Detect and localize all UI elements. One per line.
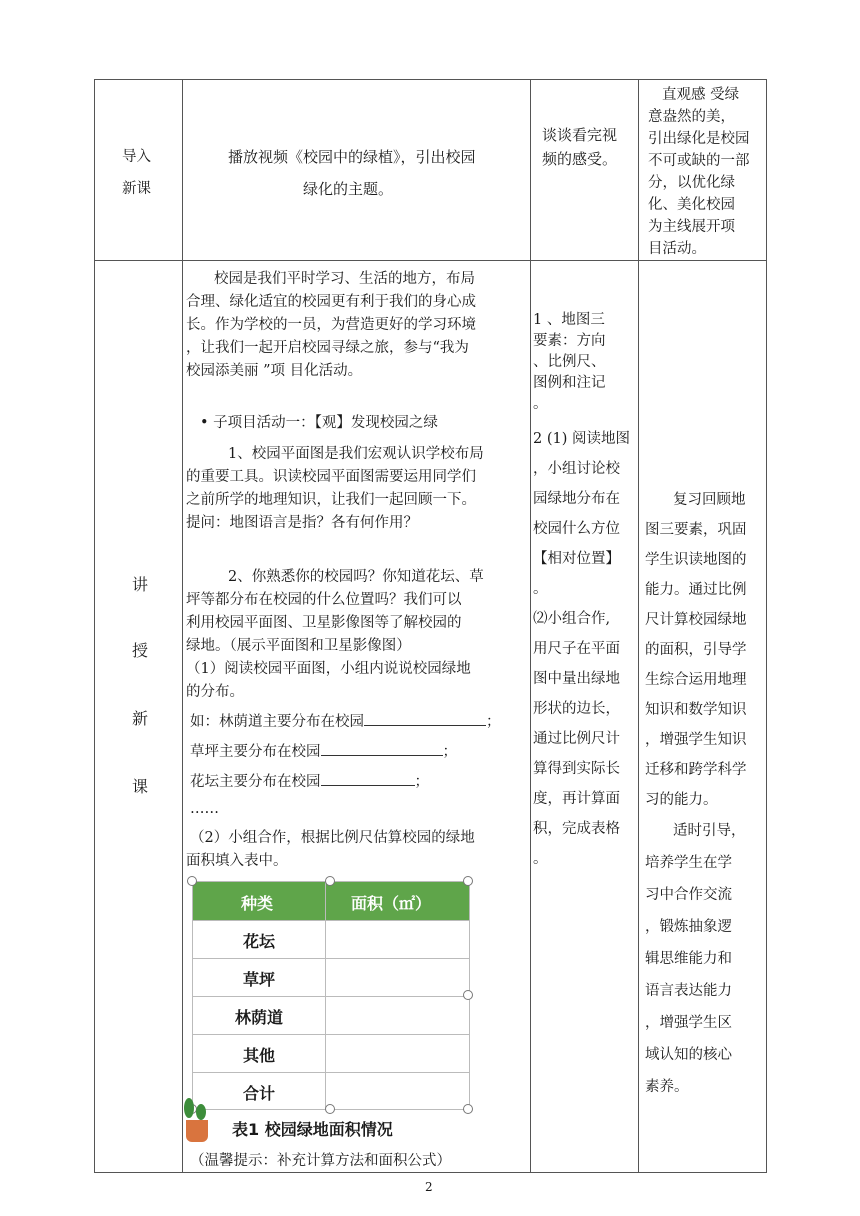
fill-blank[interactable]: [321, 740, 443, 756]
col-divider-1: [182, 79, 183, 1173]
intro-content-1: 播放视频《校园中的绿植》，引出校园: [228, 148, 476, 166]
intro-label-2: 新课: [122, 181, 151, 197]
plant-leaf-icon: [196, 1104, 206, 1120]
plant-leaf-icon: [184, 1098, 194, 1118]
fill-blank[interactable]: [364, 710, 486, 726]
student-activity: 1 、地图三 要素：方向 、比例尺、 图例和注记 。: [533, 312, 606, 412]
teach-label-2: 授: [132, 641, 149, 660]
table-row: 林荫道: [193, 996, 469, 1034]
intro-student-1: 谈谈看完视: [542, 126, 618, 144]
table-row: 花坛: [193, 920, 469, 958]
resize-handle[interactable]: [463, 990, 473, 1000]
teach-label-1: 讲: [132, 575, 149, 594]
blank-line-3: 花坛主要分布在校园 ；: [190, 770, 429, 793]
resize-handle[interactable]: [325, 876, 335, 886]
intro-content-2: 绿化的主题。: [303, 180, 394, 198]
green-area-table: [192, 881, 470, 1110]
para3-line: 利用校园平面图、卫星影像图等了解校园的: [186, 615, 462, 631]
para2-line: 1、校园平面图是我们宏观认识学校布局: [228, 446, 484, 462]
para1-line: 校园添美丽 ”项 目化活动。: [186, 363, 363, 379]
col-divider-3: [638, 79, 639, 1173]
para1-line: 合理、绿化适宜的校园更有利于我们的身心成: [186, 294, 476, 310]
intro-label-1: 导入: [122, 149, 151, 165]
student-activity-2: 2 (1) 阅读地图 ，小组讨论校 园绿地分布在 校园什么方位 【相对位置】 。 ⑵小组合作, 用尺子在平面 图中量出绿地 形状的边长， 通过比例尺计 算得到实际长 度，再计算面 积，完成表格 。: [533, 431, 630, 867]
teach-intent: 复习回顾地 图三要素，巩固 学生识读地图的 能力。通过比例 尺计算校园绿地 的面积，引导学 生综合运用地理 知识和数学知识 ，增强学生知识 迁移和跨学科学 习的能力。 适时引导， 培养学生在学 习中合作交流 ，锻炼抽象逻 辑思维能力和 语言表达能力 ，增强学生区 域认知的核心 素养。: [645, 492, 747, 1095]
para1-line: 长。作为学校的一员，为营造更好的学习环境: [186, 317, 476, 333]
col-divider-2: [530, 79, 531, 1173]
flower-pot-icon: [186, 1120, 208, 1142]
para2-line: 提问：地图语言是指？各有何作用？: [186, 515, 418, 531]
resize-handle[interactable]: [325, 1104, 335, 1114]
para2-line: 的重要工具。识读校园平面图需要运用同学们: [186, 469, 476, 485]
teach-label-3: 新: [132, 709, 149, 728]
para3-line: 坪等都分布在校园的什么位置吗？我们可以: [186, 592, 462, 608]
green-area-table-header: [193, 882, 469, 920]
blank-line-1: 如：林荫道主要分布在校园 ；: [190, 710, 501, 733]
task1-line: 的分布。: [186, 684, 244, 700]
intro-intent: 直观感 受绿 意盎然的美， 引出绿化是校园 不可或缺的一部 分，以优化绿 化、美化校园 为主线展开项 目活动。: [648, 87, 750, 257]
resize-handle[interactable]: [187, 876, 197, 886]
resize-handle[interactable]: [463, 1104, 473, 1114]
row-divider: [94, 260, 767, 261]
hint: （温馨提示：补充计算方法和面积公式）: [190, 1153, 451, 1169]
table-border-right: [766, 79, 767, 1173]
table-border-left: [94, 79, 95, 1173]
page-number: 2: [425, 1180, 433, 1194]
table-border-bottom: [94, 1172, 767, 1173]
para1-line: ，让我们一起开启校园寻绿之旅，参与“我为: [186, 340, 469, 356]
task2-line: 面积填入表中。: [186, 853, 288, 869]
col-type: 种类: [241, 894, 274, 913]
table-border-top: [94, 79, 767, 80]
teach-label-4: 课: [132, 777, 149, 796]
table-row: 草坪: [193, 958, 469, 996]
para3-line: 2、你熟悉你的校园吗？你知道花坛、草: [228, 569, 484, 585]
table-row: 合计: [193, 1072, 469, 1110]
intro-student-2: 频的感受。: [542, 150, 618, 168]
table-row: 其他: [193, 1034, 469, 1072]
table-col-divider: [325, 882, 326, 1109]
task2-line: （2）小组合作，根据比例尺估算校园的绿地: [190, 830, 475, 846]
resize-handle[interactable]: [463, 876, 473, 886]
para3-line: 绿地。（展示平面图和卫星影像图）: [186, 638, 411, 654]
col-area: 面积（㎡）: [351, 894, 432, 913]
para2-line: 之前所学的地理知识，让我们一起回顾一下。: [186, 492, 476, 508]
table-caption: 表1 校园绿地面积情况: [232, 1120, 393, 1139]
ellipsis: ……: [190, 801, 219, 817]
fill-blank[interactable]: [321, 770, 415, 786]
para1-line: 校园是我们平时学习、生活的地方，布局: [214, 271, 475, 287]
blank-line-2: 草坪主要分布在校园 ；: [190, 740, 457, 763]
task1-line: （1）阅读校园平面图，小组内说说校园绿地: [186, 661, 471, 677]
activity-title: • 子项目活动一：【观】发现校园之绿: [200, 415, 438, 431]
